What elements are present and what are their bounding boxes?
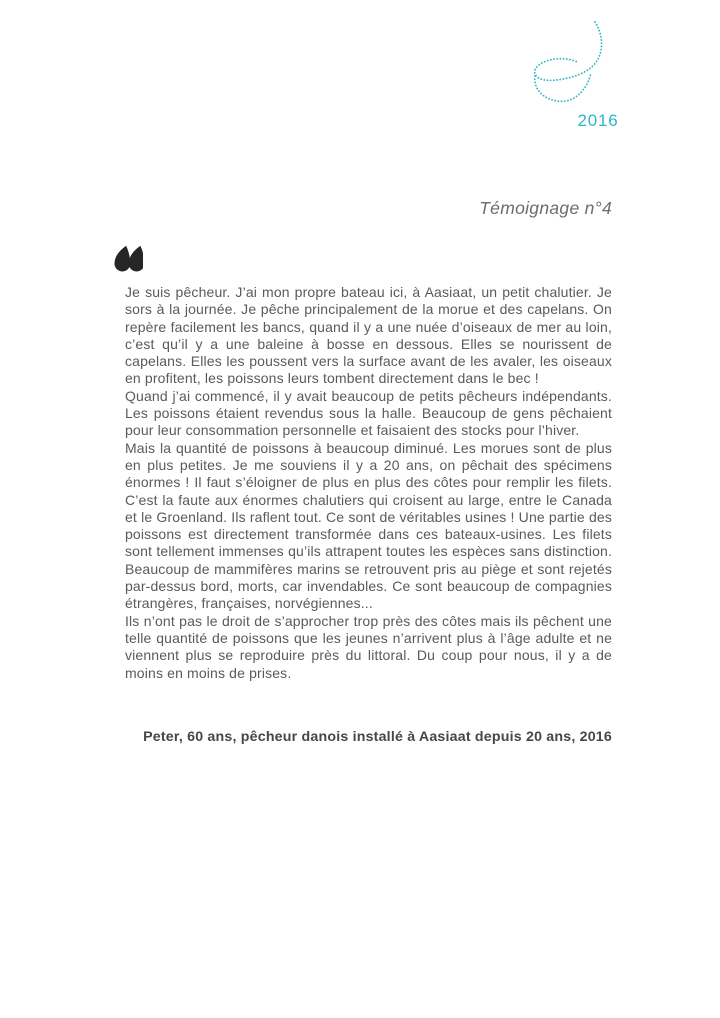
dotted-outline-logo-icon <box>527 18 627 112</box>
testimony-paragraph: Mais la quantité de poissons à beaucoup diminué. Les morues sont de plus en plus petites. Je me souviens il y a 20 ans, on pêchait des spécimens énormes ! Il faut s’éloigner de plus en plus des côtes pour remplir les filets. C’est la faute aux énormes chalutiers qui croisent au large, entre le Canada et le Groenland. Ils raflent tout. Ce sont de véritables usines ! Une partie des poissons est directement transformée dans ces bateaux-usines. Les filets sont tellement immenses qu’ils attrapent toutes les espèces sans distinction. Beaucoup de mammifères marins se retrouvent pris au piège et sont rejetés par-dessus bord, morts, car invendables. Ce sont beaucoup de compagnies étrangères, françaises, norvégiennes... <box>125 439 612 612</box>
opening-quote-icon <box>113 245 143 272</box>
testimony-paragraph: Quand j’ai commencé, il y avait beaucoup de petits pêcheurs indépendants. Les poissons étaient revendus sous la halle. Beaucoup de gens pêchaient pour leur consommation personnelle et faisaient des stocks pour l’hiver. <box>125 387 612 439</box>
testimony-paragraph: Ils n’ont pas le droit de s’approcher trop près des côtes mais ils pêchent une telle quantité de poissons que les jeunes n’arrivent plus à l’âge adulte et ne viennent plus se reproduire près du littoral. Du coup pour nous, il y a de moins en moins de prises. <box>125 612 612 681</box>
attribution-line: Peter, 60 ans, pêcheur danois installé à Aasiaat depuis 20 ans, 2016 <box>143 729 612 745</box>
testimony-paragraph: Je suis pêcheur. J’ai mon propre bateau ici, à Aasiaat, un petit chalutier. Je sors à la journée. Je pêche principalement de la morue et des capelans. On repère facilement les bancs, quand il y a une nuée d’oiseaux de mer au loin, c’est qu’il y a une baleine à bosse en dessous. Elles se nourissent de capelans. Elles les poussent vers la surface avant de les avaler, les oiseaux en profitent, les poissons leurs tombent directement dans le bec ! <box>125 284 612 387</box>
year-label: 2016 <box>577 111 619 130</box>
testimony-body <box>125 284 612 682</box>
testimony-heading: Témoignage n°4 <box>479 198 612 218</box>
